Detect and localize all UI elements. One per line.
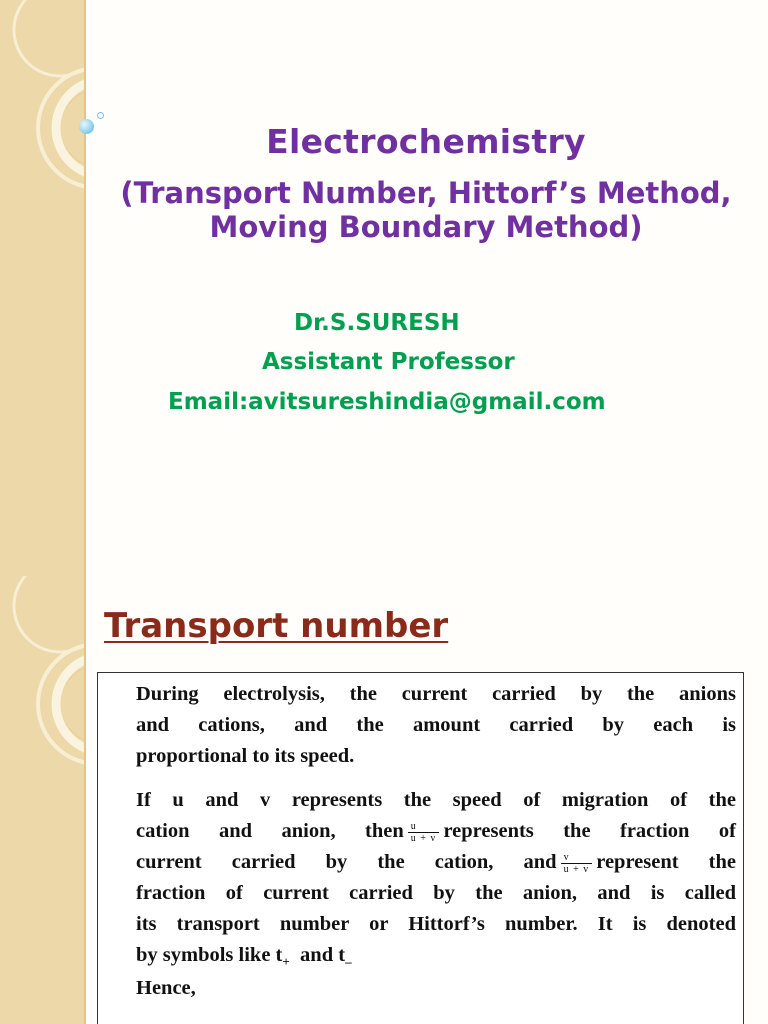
content-box — [97, 672, 744, 1024]
text-line — [136, 940, 736, 977]
decorative-rings — [0, 0, 84, 576]
fraction-numerator: u — [410, 820, 416, 832]
subscript-minus: – — [345, 954, 352, 970]
paragraph-definition — [136, 785, 736, 977]
content-slide — [0, 576, 768, 1024]
text-line: its transport number or Hittorf’s number. It is denoted — [136, 913, 736, 935]
decorative-side-strip — [0, 576, 86, 1024]
slide-heading: Transport number — [104, 606, 449, 646]
text-fragment: represents the fraction of — [443, 820, 736, 842]
author-email: Email:avitsureshindia@gmail.com — [168, 389, 606, 415]
text-line: During electrolysis, the current carried by the anions — [136, 683, 736, 705]
text-fragment: represent the — [596, 851, 737, 873]
author-role: Assistant Professor — [262, 349, 515, 375]
text-line — [136, 816, 736, 847]
paragraph-electrolysis — [136, 679, 736, 772]
text-line: If u and v represents the speed of migration of the — [136, 789, 736, 811]
fraction-numerator: v — [563, 851, 569, 863]
text-fragment: current carried by the cation, and — [136, 851, 557, 873]
text-fragment: and t — [300, 944, 346, 966]
text-line — [136, 847, 736, 878]
slide-subtitle-line2: Moving Boundary Method) — [209, 210, 643, 244]
fraction-cation — [408, 821, 440, 844]
fraction-anion — [561, 852, 593, 875]
fraction-denominator: u + v — [561, 863, 593, 875]
subscript-plus: + — [282, 954, 290, 970]
paragraph-hence: Hence, — [136, 977, 196, 999]
text-fragment: cation and anion, then — [136, 820, 404, 842]
text-fragment: by symbols like t — [136, 944, 283, 966]
fraction-denominator: u + v — [408, 832, 440, 844]
decorative-rings — [0, 576, 84, 1024]
small-bubble-decoration — [97, 112, 104, 119]
text-line: and cations, and the amount carried by each is — [136, 714, 736, 736]
text-line: fraction of current carried by the anion, and is called — [136, 882, 736, 904]
slide-title: Electrochemistry — [266, 122, 586, 161]
author-name: Dr.S.SURESH — [294, 310, 460, 336]
slide-subtitle-line1: (Transport Number, Hittorf’s Method, — [120, 176, 732, 210]
text-line: proportional to its speed. — [136, 745, 355, 767]
decorative-side-strip — [0, 0, 86, 576]
